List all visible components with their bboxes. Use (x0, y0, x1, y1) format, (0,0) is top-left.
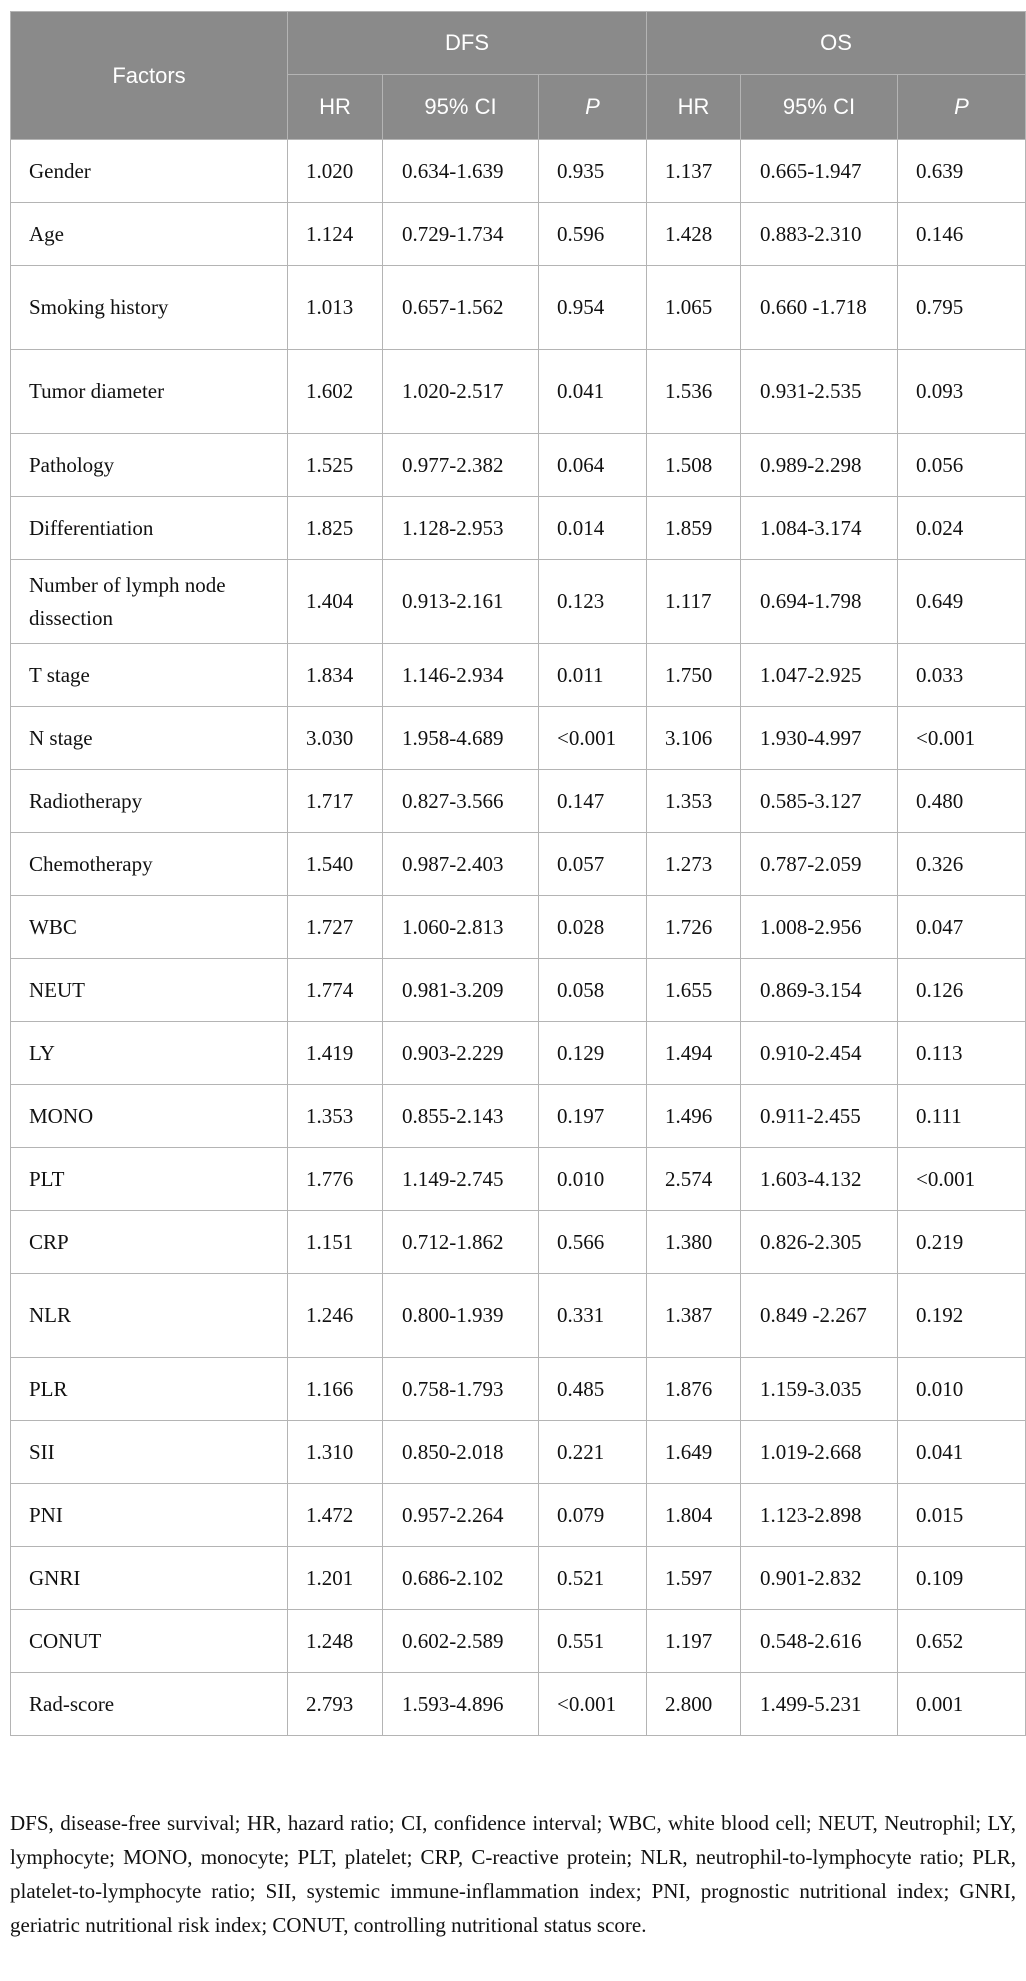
dfs-ci-cell: 0.800-1.939 (383, 1274, 539, 1358)
os-hr-cell: 1.197 (647, 1610, 741, 1673)
os-hr-cell: 1.649 (647, 1421, 741, 1484)
dfs-p-cell: 0.485 (539, 1358, 647, 1421)
os-p-cell: <0.001 (898, 1148, 1026, 1211)
dfs-p-cell: 0.331 (539, 1274, 647, 1358)
os-hr-cell: 1.353 (647, 770, 741, 833)
header-dfs-hr: HR (288, 75, 383, 140)
os-p-cell: 0.639 (898, 140, 1026, 203)
os-p-cell: 0.219 (898, 1211, 1026, 1274)
row-factor: Pathology (11, 434, 288, 497)
dfs-ci-cell: 1.146-2.934 (383, 644, 539, 707)
os-ci-cell: 1.499-5.231 (741, 1673, 898, 1736)
header-row-groups (11, 12, 1026, 75)
dfs-hr-cell: 1.525 (288, 434, 383, 497)
table-row (11, 1673, 1026, 1736)
os-ci-cell: 0.849 -2.267 (741, 1274, 898, 1358)
table-header (11, 12, 1026, 140)
header-os-hr: HR (647, 75, 741, 140)
os-hr-cell: 1.655 (647, 959, 741, 1022)
os-ci-cell: 1.008-2.956 (741, 896, 898, 959)
dfs-p-cell: 0.079 (539, 1484, 647, 1547)
dfs-hr-cell: 1.166 (288, 1358, 383, 1421)
header-os-p: P (898, 75, 1026, 140)
dfs-p-cell: 0.521 (539, 1547, 647, 1610)
os-p-cell: 0.111 (898, 1085, 1026, 1148)
row-factor: WBC (11, 896, 288, 959)
os-hr-cell: 1.117 (647, 560, 741, 644)
dfs-p-cell: 0.147 (539, 770, 647, 833)
dfs-ci-cell: 0.712-1.862 (383, 1211, 539, 1274)
os-p-cell: 0.649 (898, 560, 1026, 644)
os-ci-cell: 0.901-2.832 (741, 1547, 898, 1610)
dfs-hr-cell: 1.419 (288, 1022, 383, 1085)
os-p-cell: 0.109 (898, 1547, 1026, 1610)
row-factor: GNRI (11, 1547, 288, 1610)
dfs-ci-cell: 0.729-1.734 (383, 203, 539, 266)
os-ci-cell: 0.911-2.455 (741, 1085, 898, 1148)
os-p-cell: 0.146 (898, 203, 1026, 266)
os-hr-cell: 1.597 (647, 1547, 741, 1610)
dfs-p-cell: 0.123 (539, 560, 647, 644)
results-table-container (10, 11, 1025, 1736)
dfs-hr-cell: 1.834 (288, 644, 383, 707)
os-ci-cell: 1.123-2.898 (741, 1484, 898, 1547)
dfs-ci-cell: 0.903-2.229 (383, 1022, 539, 1085)
dfs-hr-cell: 1.201 (288, 1547, 383, 1610)
os-ci-cell: 1.019-2.668 (741, 1421, 898, 1484)
dfs-p-cell: 0.935 (539, 140, 647, 203)
dfs-p-cell: 0.566 (539, 1211, 647, 1274)
row-factor: Gender (11, 140, 288, 203)
os-ci-cell: 0.989-2.298 (741, 434, 898, 497)
dfs-ci-cell: 0.855-2.143 (383, 1085, 539, 1148)
os-p-cell: 0.126 (898, 959, 1026, 1022)
dfs-hr-cell: 1.310 (288, 1421, 383, 1484)
table-row (11, 203, 1026, 266)
dfs-ci-cell: 0.827-3.566 (383, 770, 539, 833)
table-row (11, 1610, 1026, 1673)
row-factor: Chemotherapy (11, 833, 288, 896)
dfs-hr-cell: 1.248 (288, 1610, 383, 1673)
table-row (11, 1085, 1026, 1148)
os-p-cell: 0.093 (898, 350, 1026, 434)
row-factor: Tumor diameter (11, 350, 288, 434)
os-hr-cell: 1.137 (647, 140, 741, 203)
dfs-hr-cell: 1.540 (288, 833, 383, 896)
table-body (11, 140, 1026, 1736)
os-p-cell: 0.113 (898, 1022, 1026, 1085)
os-hr-cell: 1.536 (647, 350, 741, 434)
row-factor: CRP (11, 1211, 288, 1274)
dfs-ci-cell: 1.020-2.517 (383, 350, 539, 434)
dfs-ci-cell: 1.593-4.896 (383, 1673, 539, 1736)
dfs-p-cell: <0.001 (539, 1673, 647, 1736)
dfs-ci-cell: 1.128-2.953 (383, 497, 539, 560)
table-row (11, 896, 1026, 959)
os-ci-cell: 1.084-3.174 (741, 497, 898, 560)
os-p-cell: 0.326 (898, 833, 1026, 896)
os-ci-cell: 0.548-2.616 (741, 1610, 898, 1673)
dfs-hr-cell: 1.013 (288, 266, 383, 350)
table-row (11, 707, 1026, 770)
dfs-ci-cell: 0.602-2.589 (383, 1610, 539, 1673)
dfs-hr-cell: 1.776 (288, 1148, 383, 1211)
dfs-p-cell: <0.001 (539, 707, 647, 770)
header-os-ci: 95% CI (741, 75, 898, 140)
os-ci-cell: 0.910-2.454 (741, 1022, 898, 1085)
table-row (11, 1547, 1026, 1610)
os-hr-cell: 1.428 (647, 203, 741, 266)
table-row (11, 644, 1026, 707)
os-hr-cell: 1.804 (647, 1484, 741, 1547)
os-p-cell: 0.041 (898, 1421, 1026, 1484)
os-p-cell: <0.001 (898, 707, 1026, 770)
dfs-hr-cell: 2.793 (288, 1673, 383, 1736)
dfs-p-cell: 0.221 (539, 1421, 647, 1484)
os-hr-cell: 1.387 (647, 1274, 741, 1358)
table-row (11, 1211, 1026, 1274)
header-os: OS (647, 12, 1026, 75)
dfs-p-cell: 0.129 (539, 1022, 647, 1085)
table-row (11, 434, 1026, 497)
os-hr-cell: 1.380 (647, 1211, 741, 1274)
dfs-p-cell: 0.057 (539, 833, 647, 896)
dfs-p-cell: 0.011 (539, 644, 647, 707)
os-p-cell: 0.192 (898, 1274, 1026, 1358)
os-p-cell: 0.015 (898, 1484, 1026, 1547)
dfs-ci-cell: 0.913-2.161 (383, 560, 539, 644)
os-ci-cell: 1.159-3.035 (741, 1358, 898, 1421)
dfs-ci-cell: 0.977-2.382 (383, 434, 539, 497)
os-hr-cell: 1.859 (647, 497, 741, 560)
dfs-hr-cell: 1.246 (288, 1274, 383, 1358)
dfs-p-cell: 0.014 (539, 497, 647, 560)
os-p-cell: 0.480 (898, 770, 1026, 833)
row-factor: NLR (11, 1274, 288, 1358)
table-row (11, 497, 1026, 560)
row-factor: NEUT (11, 959, 288, 1022)
row-factor: Number of lymph node dissection (11, 560, 288, 644)
header-dfs: DFS (288, 12, 647, 75)
row-factor: PLR (11, 1358, 288, 1421)
os-ci-cell: 1.603-4.132 (741, 1148, 898, 1211)
os-ci-cell: 0.883-2.310 (741, 203, 898, 266)
table-row (11, 1148, 1026, 1211)
os-ci-cell: 0.660 -1.718 (741, 266, 898, 350)
os-hr-cell: 1.273 (647, 833, 741, 896)
table-row (11, 833, 1026, 896)
dfs-ci-cell: 0.987-2.403 (383, 833, 539, 896)
os-hr-cell: 1.876 (647, 1358, 741, 1421)
table-row (11, 560, 1026, 644)
header-dfs-ci: 95% CI (383, 75, 539, 140)
dfs-ci-cell: 0.850-2.018 (383, 1421, 539, 1484)
row-factor: Differentiation (11, 497, 288, 560)
os-ci-cell: 0.869-3.154 (741, 959, 898, 1022)
dfs-hr-cell: 1.353 (288, 1085, 383, 1148)
os-ci-cell: 0.826-2.305 (741, 1211, 898, 1274)
os-ci-cell: 1.930-4.997 (741, 707, 898, 770)
os-p-cell: 0.047 (898, 896, 1026, 959)
table-row (11, 1484, 1026, 1547)
row-factor: MONO (11, 1085, 288, 1148)
table-row (11, 1421, 1026, 1484)
os-p-cell: 0.024 (898, 497, 1026, 560)
row-factor: Radiotherapy (11, 770, 288, 833)
dfs-ci-cell: 0.758-1.793 (383, 1358, 539, 1421)
os-hr-cell: 1.726 (647, 896, 741, 959)
row-factor: PNI (11, 1484, 288, 1547)
dfs-ci-cell: 0.957-2.264 (383, 1484, 539, 1547)
dfs-p-cell: 0.064 (539, 434, 647, 497)
os-ci-cell: 0.787-2.059 (741, 833, 898, 896)
dfs-p-cell: 0.197 (539, 1085, 647, 1148)
dfs-hr-cell: 1.472 (288, 1484, 383, 1547)
row-factor: Age (11, 203, 288, 266)
os-p-cell: 0.001 (898, 1673, 1026, 1736)
dfs-hr-cell: 1.151 (288, 1211, 383, 1274)
dfs-p-cell: 0.041 (539, 350, 647, 434)
dfs-hr-cell: 1.774 (288, 959, 383, 1022)
table-row (11, 350, 1026, 434)
dfs-p-cell: 0.010 (539, 1148, 647, 1211)
dfs-hr-cell: 3.030 (288, 707, 383, 770)
os-hr-cell: 1.494 (647, 1022, 741, 1085)
dfs-ci-cell: 0.686-2.102 (383, 1547, 539, 1610)
table-row (11, 770, 1026, 833)
row-factor: Smoking history (11, 266, 288, 350)
row-factor: Rad-score (11, 1673, 288, 1736)
table-row (11, 959, 1026, 1022)
os-p-cell: 0.033 (898, 644, 1026, 707)
dfs-ci-cell: 1.060-2.813 (383, 896, 539, 959)
dfs-p-cell: 0.028 (539, 896, 647, 959)
header-dfs-p: P (539, 75, 647, 140)
row-factor: CONUT (11, 1610, 288, 1673)
row-factor: T stage (11, 644, 288, 707)
dfs-hr-cell: 1.404 (288, 560, 383, 644)
dfs-hr-cell: 1.602 (288, 350, 383, 434)
dfs-hr-cell: 1.825 (288, 497, 383, 560)
dfs-p-cell: 0.551 (539, 1610, 647, 1673)
dfs-hr-cell: 1.717 (288, 770, 383, 833)
table-row (11, 1358, 1026, 1421)
dfs-hr-cell: 1.727 (288, 896, 383, 959)
os-p-cell: 0.056 (898, 434, 1026, 497)
os-p-cell: 0.010 (898, 1358, 1026, 1421)
os-p-cell: 0.652 (898, 1610, 1026, 1673)
table-row (11, 266, 1026, 350)
os-hr-cell: 1.750 (647, 644, 741, 707)
os-hr-cell: 1.496 (647, 1085, 741, 1148)
table-row (11, 1022, 1026, 1085)
dfs-p-cell: 0.596 (539, 203, 647, 266)
dfs-ci-cell: 0.634-1.639 (383, 140, 539, 203)
dfs-ci-cell: 1.958-4.689 (383, 707, 539, 770)
dfs-hr-cell: 1.124 (288, 203, 383, 266)
os-hr-cell: 3.106 (647, 707, 741, 770)
os-hr-cell: 2.574 (647, 1148, 741, 1211)
os-ci-cell: 0.931-2.535 (741, 350, 898, 434)
os-hr-cell: 2.800 (647, 1673, 741, 1736)
table-row (11, 140, 1026, 203)
header-factors: Factors (11, 12, 288, 140)
os-ci-cell: 1.047-2.925 (741, 644, 898, 707)
cox-regression-table (10, 11, 1026, 1736)
dfs-p-cell: 0.954 (539, 266, 647, 350)
dfs-ci-cell: 0.981-3.209 (383, 959, 539, 1022)
os-hr-cell: 1.065 (647, 266, 741, 350)
os-ci-cell: 0.585-3.127 (741, 770, 898, 833)
os-ci-cell: 0.665-1.947 (741, 140, 898, 203)
row-factor: SII (11, 1421, 288, 1484)
row-factor: N stage (11, 707, 288, 770)
table-footnote: DFS, disease-free survival; HR, hazard ratio; CI, confidence interval; WBC, white blood cell; NEUT, Neutrophil; LY, lymphocyte; MONO, monocyte; PLT, platelet; CRP, C-reactive protein; NLR, neutrophil-to-lymphocyte ratio; PLR, platelet-to-lymphocyte ratio; SII, systemic immune-inflammation index; PNI, prognostic nutritional index; GNRI, geriatric nutritional risk index; CONUT, controlling nutritional status score. (10, 1811, 1016, 1937)
dfs-p-cell: 0.058 (539, 959, 647, 1022)
os-ci-cell: 0.694-1.798 (741, 560, 898, 644)
dfs-hr-cell: 1.020 (288, 140, 383, 203)
dfs-ci-cell: 1.149-2.745 (383, 1148, 539, 1211)
os-p-cell: 0.795 (898, 266, 1026, 350)
table-row (11, 1274, 1026, 1358)
row-factor: LY (11, 1022, 288, 1085)
os-hr-cell: 1.508 (647, 434, 741, 497)
dfs-ci-cell: 0.657-1.562 (383, 266, 539, 350)
row-factor: PLT (11, 1148, 288, 1211)
